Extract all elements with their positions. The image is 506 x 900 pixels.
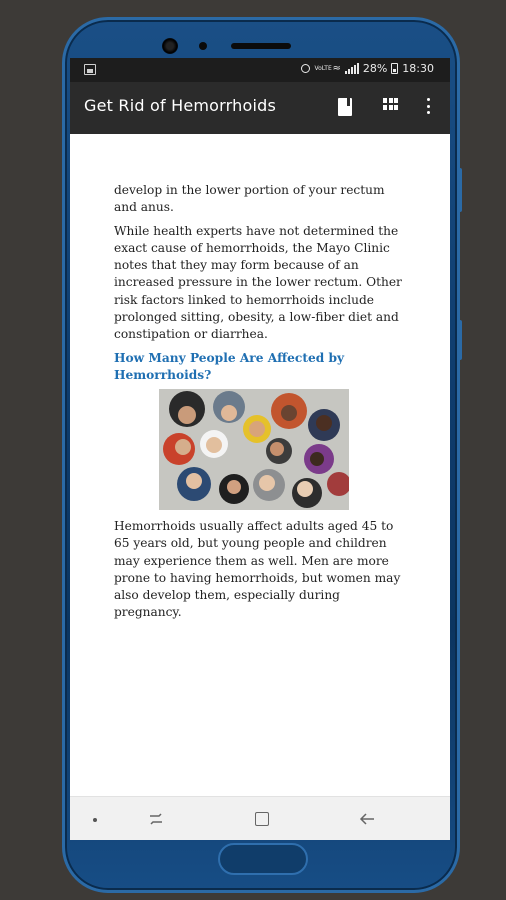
gallery-notification-icon bbox=[84, 64, 96, 75]
grid-view-icon[interactable] bbox=[383, 98, 398, 110]
signal-icon bbox=[345, 63, 359, 74]
wifi-icon: ≈ bbox=[332, 63, 341, 74]
app-bar bbox=[70, 82, 450, 134]
article-body bbox=[114, 182, 404, 390]
paragraph: While health experts have not determined the exact cause of hemorrhoids, the Mayo Clinic notes that they may form because of an increased pressure in the lower rectum. Other risk factors linked to hemorrhoids include prolonged sitting, obesity, a low-fiber diet and constipation or diarrhea. bbox=[114, 223, 402, 342]
bookmark-icon[interactable] bbox=[338, 98, 352, 116]
more-options-icon[interactable] bbox=[427, 98, 431, 114]
people-looking-up-image bbox=[159, 389, 349, 510]
home-icon[interactable] bbox=[255, 812, 269, 826]
battery-icon bbox=[391, 63, 398, 74]
hardware-home-button[interactable] bbox=[218, 843, 308, 875]
article-body-continued bbox=[114, 518, 404, 622]
paragraph: develop in the lower portion of your rectum and anus. bbox=[114, 183, 385, 215]
earpiece-speaker bbox=[231, 43, 291, 49]
status-bar bbox=[70, 58, 450, 82]
battery-percent: 28% bbox=[362, 62, 388, 75]
back-icon[interactable] bbox=[358, 811, 376, 827]
nav-dot-icon[interactable] bbox=[93, 818, 97, 822]
power-button[interactable] bbox=[458, 320, 462, 360]
front-camera-icon bbox=[162, 38, 178, 54]
clock: 18:30 bbox=[402, 62, 434, 75]
recent-apps-icon[interactable] bbox=[148, 811, 164, 827]
volte-label: VoLTE bbox=[314, 64, 332, 72]
app-title: Get Rid of Hemorrhoids bbox=[84, 96, 277, 115]
paragraph: Hemorrhoids usually affect adults aged 45 to 65 years old, but young people and children may experience them as well. Men are more prone to having hemorrhoids, but women may also develop them, especially during pregnancy. bbox=[114, 519, 401, 620]
volume-button[interactable] bbox=[458, 168, 462, 212]
sensor-icon bbox=[199, 42, 207, 50]
navigation-bar bbox=[70, 796, 450, 840]
section-heading: How Many People Are Affected by Hemorrhoids? bbox=[114, 350, 345, 382]
article-image bbox=[159, 389, 349, 510]
alarm-icon bbox=[301, 64, 310, 73]
screen bbox=[70, 58, 450, 840]
